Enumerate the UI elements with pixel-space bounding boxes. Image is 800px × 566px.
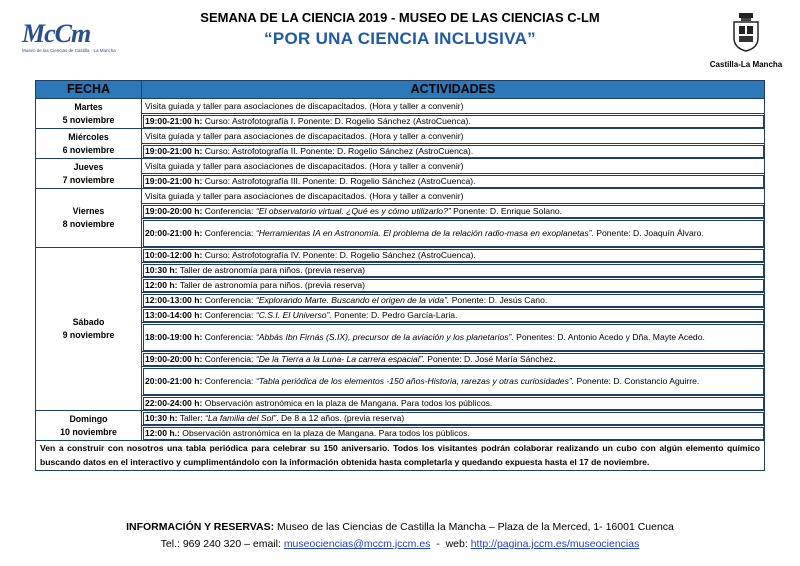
activity-cell bbox=[142, 308, 765, 323]
web-label: - web: bbox=[430, 538, 471, 550]
table-row bbox=[36, 144, 765, 159]
activity-time: 12:00 h.: bbox=[145, 427, 180, 438]
activity-title: “Tabla periódica de los elementos -150 años-Historia, rarezas y otras curiosidades”. bbox=[255, 375, 575, 386]
activity-time: 18:00-19:00 h: bbox=[145, 331, 203, 342]
activity-cell bbox=[142, 219, 765, 248]
activity-cell bbox=[142, 189, 765, 204]
table-row bbox=[36, 114, 765, 129]
page-subtitle: “POR UNA CIENCIA INCLUSIVA” bbox=[264, 29, 536, 48]
museum-logo bbox=[22, 19, 122, 58]
day-date: 8 noviembre bbox=[62, 219, 115, 229]
table-row bbox=[36, 189, 765, 204]
table-row bbox=[36, 308, 765, 323]
column-header-fecha: FECHA bbox=[36, 81, 142, 99]
info-line bbox=[0, 521, 800, 533]
day-date: 5 noviembre bbox=[62, 114, 115, 125]
activity-cell bbox=[142, 204, 765, 219]
day-name: Martes bbox=[74, 101, 103, 112]
activity-text: Conferencia: bbox=[202, 375, 256, 386]
activity-text: Curso: Astrofotografía I. Ponente: D. Rogelio Sánchez (AstroCuenca). bbox=[202, 115, 471, 126]
activity-time: 22:00-24:00 h: bbox=[145, 397, 203, 408]
day-name: Viernes bbox=[72, 206, 105, 216]
activity-time: 20:00-21:00 h: bbox=[145, 375, 203, 386]
activity-time: 20:00-21:00 h: bbox=[145, 227, 203, 238]
day-name: Domingo bbox=[69, 413, 108, 424]
activity-text: Taller de astronomía para niños. (previa reserva) bbox=[177, 264, 366, 275]
activity-cell bbox=[142, 174, 765, 189]
activity-time: 19:00-20:00 h: bbox=[145, 205, 203, 216]
activity-time: 19:00-21:00 h: bbox=[145, 175, 203, 186]
day-date: 7 noviembre bbox=[62, 174, 115, 185]
activity-time: 12:00-13:00 h: bbox=[145, 294, 203, 305]
activity-cell bbox=[142, 367, 765, 396]
activity-cell bbox=[142, 293, 765, 308]
activity-speaker: Ponente: D. Constancio Aguirre. bbox=[574, 375, 700, 386]
activity-speaker: Ponente: D. José María Sánchez. bbox=[424, 353, 556, 364]
table-row bbox=[36, 174, 765, 189]
day-name: Jueves bbox=[73, 161, 104, 172]
activity-time: 13:00-14:00 h: bbox=[145, 309, 203, 320]
museum-logo-subtitle: Museo de las Ciencias de Castilla - La Mancha bbox=[22, 48, 116, 53]
activity-text: Conferencia: bbox=[202, 331, 256, 342]
activity-cell bbox=[142, 99, 765, 114]
page-title: SEMANA DE LA CIENCIA 2019 - MUSEO DE LAS CIENCIAS C-LM bbox=[200, 10, 600, 25]
date-cell bbox=[36, 248, 142, 411]
activity-title: “De la Tierra a la Luna- La carrera espacial”. bbox=[255, 353, 425, 364]
activity-text: Curso: Astrofotografía II. Ponente: D. Rogelio Sánchez (AstroCuenca). bbox=[202, 145, 474, 156]
activity-text: Taller: bbox=[177, 412, 206, 423]
date-cell bbox=[36, 129, 142, 159]
activity-text: Visita guiada y taller para asociaciones de discapacitados. (Hora y taller a convenir) bbox=[145, 160, 464, 171]
activity-cell bbox=[142, 352, 765, 367]
table-row bbox=[36, 352, 765, 367]
activity-time: 12:00 h: bbox=[145, 279, 178, 290]
day-date: 6 noviembre bbox=[62, 144, 115, 155]
table-row bbox=[36, 263, 765, 278]
activity-cell bbox=[142, 263, 765, 278]
email-link[interactable]: museociencias@mccm.jccm.es bbox=[283, 538, 431, 550]
table-row bbox=[36, 396, 765, 411]
web-link[interactable]: http://pagina.jccm.es/museociencias bbox=[470, 538, 640, 550]
coat-of-arms-icon bbox=[731, 12, 761, 52]
schedule-table bbox=[35, 80, 765, 471]
date-cell bbox=[36, 99, 142, 129]
activity-cell bbox=[142, 159, 765, 174]
region-logo-name: Castilla-La Mancha bbox=[709, 60, 783, 69]
activity-cell bbox=[142, 278, 765, 293]
activity-title: “El observatorio virtual. ¿Qué es y cómo utilizarlo?” bbox=[255, 205, 451, 216]
activity-text: Conferencia: bbox=[202, 227, 256, 238]
phone-text: Tel.: 969 240 320 – email: bbox=[160, 538, 284, 550]
table-row bbox=[36, 204, 765, 219]
activity-text: Conferencia: bbox=[202, 309, 256, 320]
activity-speaker: Ponente: D. Jesús Cano. bbox=[449, 294, 548, 305]
day-date: 10 noviembre bbox=[60, 426, 117, 437]
activity-text: Curso: Astrofotografía III. Ponente: D. Rogelio Sánchez (AstroCuenca). bbox=[202, 175, 476, 186]
activity-title: “Abbás Ibn Firnás (S.IX), precursor de la aviación y los planetarios” bbox=[255, 331, 512, 342]
activity-text: Conferencia: bbox=[202, 353, 256, 364]
contact-line bbox=[0, 538, 800, 550]
date-cell bbox=[36, 411, 142, 441]
column-header-actividades: ACTIVIDADES bbox=[142, 81, 765, 99]
museum-logo-mark: McCm bbox=[22, 19, 91, 48]
activity-cell bbox=[142, 323, 765, 352]
activity-text: Observación astronómica en la plaza de Mangana. Para todos los públicos. bbox=[179, 427, 470, 438]
date-cell bbox=[36, 159, 142, 189]
activity-time: 19:00-20:00 h: bbox=[145, 353, 203, 364]
activity-cell bbox=[142, 129, 765, 144]
date-cell bbox=[36, 189, 142, 248]
activity-speaker: Ponente: D. Joaquín Álvaro. bbox=[593, 227, 704, 238]
periodic-table-note: Ven a construir con nosotros una tabla periódica para celebrar su 150 aniversario. Todos los visitantes podrán colaborar realizando un cubo con algún elemento químico buscando datos en el interactivo y cumplimentándolo con la información obtenida hasta completarla y quedando expuesta hasta el 17 de noviembre. bbox=[36, 441, 765, 471]
activity-text: Curso: Astrofotografía IV. Ponente: D. Rogelio Sánchez (AstroCuenca). bbox=[202, 249, 476, 260]
table-row bbox=[36, 159, 765, 174]
day-name: Miércoles bbox=[68, 131, 109, 142]
activity-text: Visita guiada y taller para asociaciones de discapacitados. (Hora y taller a convenir) bbox=[145, 100, 464, 111]
table-row bbox=[36, 99, 765, 114]
activity-text: Visita guiada y taller para asociaciones de discapacitados. (Hora y taller a convenir) bbox=[145, 130, 464, 141]
table-row bbox=[36, 278, 765, 293]
activity-time: 10:30 h: bbox=[145, 412, 178, 423]
activity-cell bbox=[142, 248, 765, 263]
activity-time: 10:00-12:00 h: bbox=[145, 249, 203, 260]
note-row bbox=[36, 441, 765, 471]
activity-cell bbox=[142, 114, 765, 129]
day-name: Sábado bbox=[72, 317, 105, 327]
table-row bbox=[36, 219, 765, 248]
activity-cell bbox=[142, 144, 765, 159]
activity-cell bbox=[142, 396, 765, 411]
activity-text: Observación astronómica en la plaza de Mangana. Para todos los públicos. bbox=[202, 397, 493, 408]
activity-title: “Herramientas IA en Astronomía. El problema de la relación radio-masa en exoplanetas”. bbox=[255, 227, 594, 238]
activity-speaker: Ponente: D. Enrique Solano. bbox=[450, 205, 563, 216]
activity-cell bbox=[142, 411, 765, 426]
activity-speaker: Ponente: D. Pedro García-Laria. bbox=[331, 309, 458, 320]
schedule-body bbox=[36, 99, 765, 441]
activity-title: “C.S.I. El Universo”. bbox=[255, 309, 332, 320]
activity-time: 10:30 h: bbox=[145, 264, 178, 275]
activity-text: Conferencia: bbox=[202, 205, 256, 216]
table-row bbox=[36, 293, 765, 308]
activity-cell bbox=[142, 426, 765, 441]
activity-time: 19:00-21:00 h: bbox=[145, 145, 203, 156]
table-row bbox=[36, 323, 765, 352]
activity-title: “La familia del Sol” bbox=[205, 412, 277, 423]
activity-text: Visita guiada y taller para asociaciones de discapacitados. (Hora y taller a convenir) bbox=[145, 190, 464, 201]
table-row bbox=[36, 367, 765, 396]
table-row bbox=[36, 248, 765, 263]
table-row bbox=[36, 426, 765, 441]
info-label: INFORMACIÓN Y RESERVAS: bbox=[126, 521, 275, 533]
activity-text: Taller de astronomía para niños. (previa reserva) bbox=[177, 279, 366, 290]
activity-text: Conferencia: bbox=[202, 294, 256, 305]
table-header-row bbox=[36, 81, 765, 99]
info-address: Museo de las Ciencias de Castilla la Mancha – Plaza de la Merced, 1- 16001 Cuenca bbox=[274, 521, 674, 533]
region-logo bbox=[705, 12, 787, 69]
table-row bbox=[36, 411, 765, 426]
activity-speaker: . Ponentes: D. Antonio Acedo y Dña. Mayte Acedo. bbox=[511, 331, 705, 342]
activity-time: 19:00-21:00 h: bbox=[145, 115, 203, 126]
activity-title: “Explorando Marte. Buscando el origen de la vida”. bbox=[255, 294, 450, 305]
day-date: 9 noviembre bbox=[62, 330, 115, 340]
table-row bbox=[36, 129, 765, 144]
activity-speaker: . De 8 a 12 años. (previa reserva) bbox=[276, 412, 405, 423]
